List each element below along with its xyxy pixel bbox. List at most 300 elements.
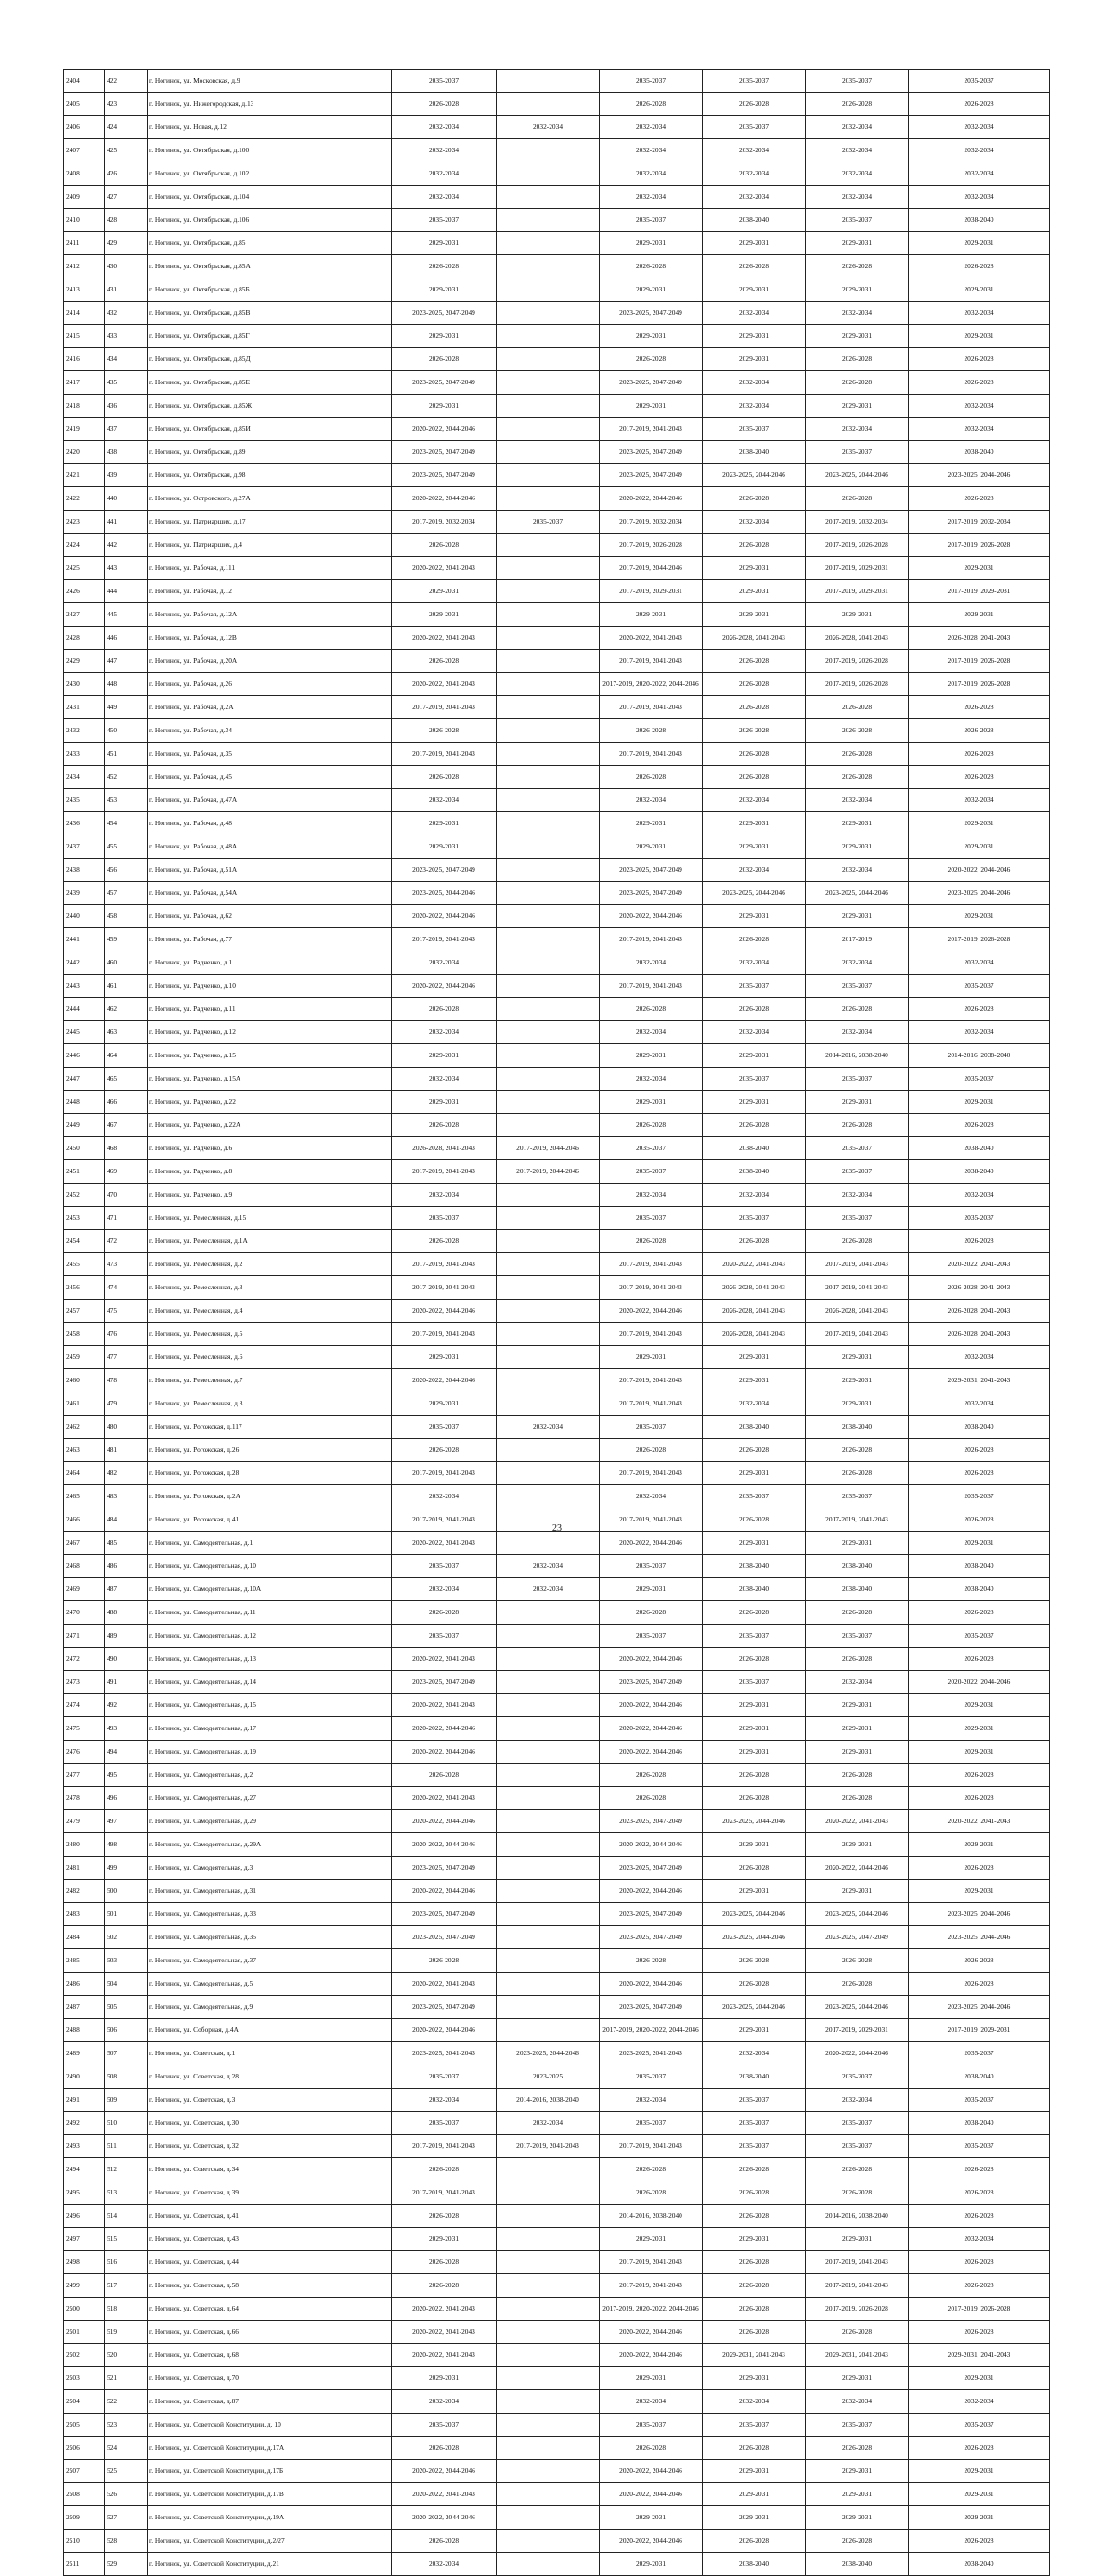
row-number-cell: 2435 bbox=[64, 789, 105, 812]
row-number-cell: 2452 bbox=[64, 1184, 105, 1207]
address-cell: г. Ногинск, ул. Самодеятельная, д.14 bbox=[148, 1671, 392, 1694]
row-number-cell: 2405 bbox=[64, 93, 105, 116]
period-1-cell: 2017-2019, 2041-2043 bbox=[392, 1508, 497, 1532]
period-3-cell: 2029-2031 bbox=[600, 2228, 703, 2251]
row-number-cell: 2496 bbox=[64, 2205, 105, 2228]
period-1-cell: 2023-2025, 2047-2049 bbox=[392, 302, 497, 325]
address-cell: г. Ногинск, ул. Самодеятельная, д.10А bbox=[148, 1578, 392, 1601]
table-row bbox=[64, 93, 1050, 116]
table-row bbox=[64, 116, 1050, 139]
period-3-cell: 2023-2025, 2047-2049 bbox=[600, 302, 703, 325]
item-number-cell: 522 bbox=[105, 2390, 148, 2414]
period-6-cell: 2029-2031 bbox=[909, 905, 1050, 928]
period-5-cell: 2017-2019, 2032-2034 bbox=[806, 511, 909, 534]
period-2-cell bbox=[497, 1369, 600, 1392]
period-1-cell: 2032-2034 bbox=[392, 951, 497, 975]
period-6-cell: 2026-2028 bbox=[909, 696, 1050, 719]
table-row bbox=[64, 1392, 1050, 1416]
address-cell: г. Ногинск, ул. Самодеятельная, д.35 bbox=[148, 1926, 392, 1949]
period-2-cell: 2014-2016, 2038-2040 bbox=[497, 2089, 600, 2112]
item-number-cell: 471 bbox=[105, 1207, 148, 1230]
address-cell: г. Ногинск, ул. Рабочая, д.54А bbox=[148, 882, 392, 905]
period-4-cell: 2026-2028 bbox=[703, 2530, 806, 2553]
period-1-cell: 2032-2034 bbox=[392, 2390, 497, 2414]
period-2-cell bbox=[497, 789, 600, 812]
period-3-cell: 2035-2037 bbox=[600, 1625, 703, 1648]
period-6-cell: 2029-2031 bbox=[909, 1532, 1050, 1555]
item-number-cell: 440 bbox=[105, 487, 148, 511]
period-4-cell: 2029-2031 bbox=[703, 812, 806, 835]
period-4-cell: 2029-2031 bbox=[703, 580, 806, 603]
address-cell: г. Ногинск, ул. Рабочая, д.12А bbox=[148, 603, 392, 627]
table-row bbox=[64, 2251, 1050, 2274]
table-row bbox=[64, 1485, 1050, 1508]
table-body bbox=[64, 70, 1050, 2576]
period-5-cell: 2020-2022, 2044-2046 bbox=[806, 2042, 909, 2065]
period-5-cell: 2032-2034 bbox=[806, 162, 909, 186]
row-number-cell: 2467 bbox=[64, 1532, 105, 1555]
row-number-cell: 2473 bbox=[64, 1671, 105, 1694]
period-4-cell: 2026-2028 bbox=[703, 1787, 806, 1810]
row-number-cell: 2490 bbox=[64, 2065, 105, 2089]
period-4-cell: 2026-2028 bbox=[703, 1648, 806, 1671]
row-number-cell: 2507 bbox=[64, 2460, 105, 2483]
table-row bbox=[64, 1160, 1050, 1184]
period-5-cell: 2017-2019, 2026-2028 bbox=[806, 673, 909, 696]
period-1-cell: 2020-2022, 2041-2043 bbox=[392, 1973, 497, 1996]
period-2-cell bbox=[497, 1717, 600, 1741]
period-2-cell bbox=[497, 2553, 600, 2576]
row-number-cell: 2430 bbox=[64, 673, 105, 696]
period-5-cell: 2038-2040 bbox=[806, 1416, 909, 1439]
item-number-cell: 460 bbox=[105, 951, 148, 975]
period-1-cell: 2035-2037 bbox=[392, 2065, 497, 2089]
table-row bbox=[64, 1276, 1050, 1300]
period-1-cell: 2023-2025, 2044-2046 bbox=[392, 882, 497, 905]
period-5-cell: 2029-2031 bbox=[806, 1346, 909, 1369]
table-row bbox=[64, 418, 1050, 441]
period-6-cell: 2017-2019, 2026-2028 bbox=[909, 650, 1050, 673]
row-number-cell: 2483 bbox=[64, 1903, 105, 1926]
address-cell: г. Ногинск, ул. Рабочая, д.111 bbox=[148, 557, 392, 580]
period-1-cell: 2017-2019, 2041-2043 bbox=[392, 743, 497, 766]
period-6-cell: 2026-2028 bbox=[909, 743, 1050, 766]
period-1-cell: 2020-2022, 2044-2046 bbox=[392, 1741, 497, 1764]
period-6-cell: 2026-2028 bbox=[909, 487, 1050, 511]
period-4-cell: 2038-2040 bbox=[703, 1137, 806, 1160]
period-3-cell: 2017-2019, 2041-2043 bbox=[600, 2251, 703, 2274]
address-cell: г. Ногинск, ул. Рабочая, д.20А bbox=[148, 650, 392, 673]
item-number-cell: 444 bbox=[105, 580, 148, 603]
row-number-cell: 2466 bbox=[64, 1508, 105, 1532]
period-6-cell: 2026-2028 bbox=[909, 1648, 1050, 1671]
period-4-cell: 2029-2031 bbox=[703, 905, 806, 928]
period-3-cell: 2020-2022, 2044-2046 bbox=[600, 905, 703, 928]
period-3-cell: 2032-2034 bbox=[600, 1184, 703, 1207]
period-3-cell: 2017-2019, 2041-2043 bbox=[600, 2274, 703, 2298]
period-4-cell: 2029-2031 bbox=[703, 1694, 806, 1717]
period-5-cell: 2029-2031 bbox=[806, 603, 909, 627]
address-cell: г. Ногинск, ул. Ремесленная, д.2 bbox=[148, 1253, 392, 1276]
row-number-cell: 2491 bbox=[64, 2089, 105, 2112]
period-2-cell bbox=[497, 1276, 600, 1300]
period-3-cell: 2023-2025, 2047-2049 bbox=[600, 1903, 703, 1926]
period-4-cell: 2026-2028 bbox=[703, 743, 806, 766]
period-6-cell: 2026-2028 bbox=[909, 1114, 1050, 1137]
period-3-cell: 2020-2022, 2044-2046 bbox=[600, 1532, 703, 1555]
period-1-cell: 2032-2034 bbox=[392, 1485, 497, 1508]
period-5-cell: 2029-2031 bbox=[806, 278, 909, 302]
table-row bbox=[64, 1578, 1050, 1601]
period-4-cell: 2032-2034 bbox=[703, 951, 806, 975]
period-5-cell: 2029-2031 bbox=[806, 1392, 909, 1416]
period-5-cell: 2026-2028 bbox=[806, 2437, 909, 2460]
period-2-cell bbox=[497, 93, 600, 116]
address-cell: г. Ногинск, ул. Рабочая, д.51А bbox=[148, 859, 392, 882]
row-number-cell: 2506 bbox=[64, 2437, 105, 2460]
period-6-cell: 2020-2022, 2044-2046 bbox=[909, 859, 1050, 882]
period-2-cell bbox=[497, 325, 600, 348]
table-row bbox=[64, 162, 1050, 186]
period-2-cell bbox=[497, 1021, 600, 1044]
item-number-cell: 483 bbox=[105, 1485, 148, 1508]
table-row bbox=[64, 1857, 1050, 1880]
period-4-cell: 2029-2031 bbox=[703, 1880, 806, 1903]
period-2-cell bbox=[497, 882, 600, 905]
period-3-cell: 2026-2028 bbox=[600, 1764, 703, 1787]
period-6-cell: 2026-2028 bbox=[909, 2321, 1050, 2344]
item-number-cell: 426 bbox=[105, 162, 148, 186]
period-5-cell: 2014-2016, 2038-2040 bbox=[806, 1044, 909, 1068]
period-2-cell bbox=[497, 1091, 600, 1114]
period-6-cell: 2029-2031 bbox=[909, 2367, 1050, 2390]
item-number-cell: 481 bbox=[105, 1439, 148, 1462]
table-row bbox=[64, 1091, 1050, 1114]
period-3-cell: 2020-2022, 2044-2046 bbox=[600, 1694, 703, 1717]
address-cell: г. Ногинск, ул. Самодеятельная, д.29А bbox=[148, 1833, 392, 1857]
item-number-cell: 449 bbox=[105, 696, 148, 719]
address-cell: г. Ногинск, ул. Октябрьская, д.106 bbox=[148, 209, 392, 232]
period-1-cell: 2026-2028 bbox=[392, 93, 497, 116]
item-number-cell: 515 bbox=[105, 2228, 148, 2251]
address-cell: г. Ногинск, ул. Рогожская, д.26 bbox=[148, 1439, 392, 1462]
period-4-cell: 2032-2034 bbox=[703, 139, 806, 162]
period-1-cell: 2029-2031 bbox=[392, 325, 497, 348]
period-5-cell: 2032-2034 bbox=[806, 302, 909, 325]
address-cell: г. Ногинск, ул. Октябрьская, д.85Б bbox=[148, 278, 392, 302]
period-4-cell: 2029-2031 bbox=[703, 1717, 806, 1741]
period-5-cell: 2026-2028 bbox=[806, 348, 909, 371]
period-3-cell: 2032-2034 bbox=[600, 951, 703, 975]
address-cell: г. Ногинск, ул. Радченко, д.15А bbox=[148, 1068, 392, 1091]
period-3-cell: 2026-2028 bbox=[600, 1601, 703, 1625]
period-4-cell: 2032-2034 bbox=[703, 789, 806, 812]
period-4-cell: 2038-2040 bbox=[703, 209, 806, 232]
period-3-cell: 2020-2022, 2044-2046 bbox=[600, 1741, 703, 1764]
period-4-cell: 2023-2025, 2044-2046 bbox=[703, 1810, 806, 1833]
table-row bbox=[64, 1880, 1050, 1903]
period-6-cell: 2032-2034 bbox=[909, 186, 1050, 209]
period-6-cell: 2026-2028 bbox=[909, 2205, 1050, 2228]
period-6-cell: 2029-2031 bbox=[909, 325, 1050, 348]
address-cell: г. Ногинск, ул. Самодеятельная, д.3 bbox=[148, 1857, 392, 1880]
period-4-cell: 2023-2025, 2044-2046 bbox=[703, 1926, 806, 1949]
period-3-cell: 2029-2031 bbox=[600, 2367, 703, 2390]
period-2-cell: 2032-2034 bbox=[497, 2112, 600, 2135]
table-row bbox=[64, 2158, 1050, 2181]
period-1-cell: 2023-2025, 2047-2049 bbox=[392, 1903, 497, 1926]
period-2-cell bbox=[497, 650, 600, 673]
item-number-cell: 529 bbox=[105, 2553, 148, 2576]
row-number-cell: 2447 bbox=[64, 1068, 105, 1091]
period-6-cell: 2026-2028, 2041-2043 bbox=[909, 1300, 1050, 1323]
period-2-cell bbox=[497, 2390, 600, 2414]
address-cell: г. Ногинск, ул. Советская, д.58 bbox=[148, 2274, 392, 2298]
period-2-cell bbox=[497, 1973, 600, 1996]
period-6-cell: 2038-2040 bbox=[909, 209, 1050, 232]
address-cell: г. Ногинск, ул. Советская, д.70 bbox=[148, 2367, 392, 2390]
row-number-cell: 2472 bbox=[64, 1648, 105, 1671]
period-6-cell: 2026-2028 bbox=[909, 1857, 1050, 1880]
item-number-cell: 497 bbox=[105, 1810, 148, 1833]
table-row bbox=[64, 325, 1050, 348]
period-3-cell: 2023-2025, 2041-2043 bbox=[600, 2042, 703, 2065]
period-3-cell: 2023-2025, 2047-2049 bbox=[600, 371, 703, 395]
item-number-cell: 448 bbox=[105, 673, 148, 696]
period-2-cell bbox=[497, 1949, 600, 1973]
period-5-cell: 2026-2028 bbox=[806, 1973, 909, 1996]
table-row bbox=[64, 1416, 1050, 1439]
item-number-cell: 470 bbox=[105, 1184, 148, 1207]
period-6-cell: 2020-2022, 2041-2043 bbox=[909, 1253, 1050, 1276]
table-row bbox=[64, 2390, 1050, 2414]
period-3-cell: 2020-2022, 2044-2046 bbox=[600, 2460, 703, 2483]
period-4-cell: 2035-2037 bbox=[703, 418, 806, 441]
period-4-cell: 2026-2028 bbox=[703, 1857, 806, 1880]
period-5-cell: 2026-2028 bbox=[806, 255, 909, 278]
period-3-cell: 2035-2037 bbox=[600, 2112, 703, 2135]
period-5-cell: 2029-2031 bbox=[806, 1717, 909, 1741]
table-row bbox=[64, 2135, 1050, 2158]
table-row bbox=[64, 1346, 1050, 1369]
period-4-cell: 2026-2028 bbox=[703, 650, 806, 673]
item-number-cell: 491 bbox=[105, 1671, 148, 1694]
period-5-cell: 2026-2028 bbox=[806, 1114, 909, 1137]
period-3-cell: 2026-2028 bbox=[600, 1114, 703, 1137]
table-row bbox=[64, 1973, 1050, 1996]
period-5-cell: 2029-2031 bbox=[806, 325, 909, 348]
period-5-cell: 2029-2031 bbox=[806, 2460, 909, 2483]
period-4-cell: 2026-2028 bbox=[703, 719, 806, 743]
row-number-cell: 2511 bbox=[64, 2553, 105, 2576]
period-5-cell: 2017-2019, 2041-2043 bbox=[806, 1253, 909, 1276]
period-2-cell bbox=[497, 743, 600, 766]
period-2-cell bbox=[497, 2274, 600, 2298]
period-1-cell: 2023-2025, 2047-2049 bbox=[392, 1671, 497, 1694]
period-4-cell: 2023-2025, 2044-2046 bbox=[703, 1996, 806, 2019]
period-3-cell: 2017-2019, 2041-2043 bbox=[600, 928, 703, 951]
period-4-cell: 2029-2031 bbox=[703, 232, 806, 255]
period-5-cell: 2017-2019, 2029-2031 bbox=[806, 557, 909, 580]
period-5-cell: 2035-2037 bbox=[806, 1137, 909, 1160]
period-2-cell bbox=[497, 2344, 600, 2367]
period-2-cell bbox=[497, 1764, 600, 1787]
address-cell: г. Ногинск, ул. Самодеятельная, д.13 bbox=[148, 1648, 392, 1671]
address-cell: г. Ногинск, ул. Радченко, д.11 bbox=[148, 998, 392, 1021]
row-number-cell: 2453 bbox=[64, 1207, 105, 1230]
table-row bbox=[64, 951, 1050, 975]
period-2-cell bbox=[497, 1926, 600, 1949]
period-2-cell bbox=[497, 139, 600, 162]
table-row bbox=[64, 998, 1050, 1021]
period-6-cell: 2029-2031 bbox=[909, 1694, 1050, 1717]
item-number-cell: 468 bbox=[105, 1137, 148, 1160]
period-4-cell: 2026-2028 bbox=[703, 1764, 806, 1787]
table-row bbox=[64, 1741, 1050, 1764]
period-3-cell: 2032-2034 bbox=[600, 186, 703, 209]
period-4-cell: 2032-2034 bbox=[703, 302, 806, 325]
address-cell: г. Ногинск, ул. Советская, д.66 bbox=[148, 2321, 392, 2344]
row-number-cell: 2485 bbox=[64, 1949, 105, 1973]
period-2-cell bbox=[497, 719, 600, 743]
table-row bbox=[64, 580, 1050, 603]
period-6-cell: 2029-2031, 2041-2043 bbox=[909, 1369, 1050, 1392]
item-number-cell: 489 bbox=[105, 1625, 148, 1648]
row-number-cell: 2442 bbox=[64, 951, 105, 975]
period-3-cell: 2017-2019, 2032-2034 bbox=[600, 511, 703, 534]
item-number-cell: 482 bbox=[105, 1462, 148, 1485]
period-6-cell: 2026-2028 bbox=[909, 1973, 1050, 1996]
period-5-cell: 2026-2028, 2041-2043 bbox=[806, 627, 909, 650]
period-2-cell bbox=[497, 1601, 600, 1625]
period-5-cell: 2032-2034 bbox=[806, 1671, 909, 1694]
period-6-cell: 2023-2025, 2044-2046 bbox=[909, 1996, 1050, 2019]
row-number-cell: 2468 bbox=[64, 1555, 105, 1578]
period-5-cell: 2029-2031 bbox=[806, 1741, 909, 1764]
table-row bbox=[64, 2483, 1050, 2506]
address-cell: г. Ногинск, ул. Патриарших, д.4 bbox=[148, 534, 392, 557]
period-3-cell: 2029-2031 bbox=[600, 1346, 703, 1369]
row-number-cell: 2434 bbox=[64, 766, 105, 789]
period-2-cell bbox=[497, 1810, 600, 1833]
row-number-cell: 2440 bbox=[64, 905, 105, 928]
item-number-cell: 446 bbox=[105, 627, 148, 650]
row-number-cell: 2480 bbox=[64, 1833, 105, 1857]
table-row bbox=[64, 1671, 1050, 1694]
address-cell: г. Ногинск, ул. Рабочая, д.35 bbox=[148, 743, 392, 766]
item-number-cell: 467 bbox=[105, 1114, 148, 1137]
table-row bbox=[64, 1648, 1050, 1671]
row-number-cell: 2411 bbox=[64, 232, 105, 255]
period-2-cell bbox=[497, 186, 600, 209]
period-1-cell: 2032-2034 bbox=[392, 162, 497, 186]
address-cell: г. Ногинск, ул. Советская, д.87 bbox=[148, 2390, 392, 2414]
period-4-cell: 2026-2028 bbox=[703, 487, 806, 511]
period-1-cell: 2035-2037 bbox=[392, 2414, 497, 2437]
row-number-cell: 2438 bbox=[64, 859, 105, 882]
row-number-cell: 2418 bbox=[64, 395, 105, 418]
period-5-cell: 2026-2028 bbox=[806, 2181, 909, 2205]
period-5-cell: 2017-2019, 2029-2031 bbox=[806, 2019, 909, 2042]
address-cell: г. Ногинск, ул. Самодеятельная, д.17 bbox=[148, 1717, 392, 1741]
period-2-cell bbox=[497, 1694, 600, 1717]
period-1-cell: 2020-2022, 2044-2046 bbox=[392, 1300, 497, 1323]
period-6-cell: 2026-2028 bbox=[909, 2530, 1050, 2553]
table-row bbox=[64, 1230, 1050, 1253]
address-cell: г. Ногинск, ул. Рабочая, д.45 bbox=[148, 766, 392, 789]
period-6-cell: 2035-2037 bbox=[909, 2414, 1050, 2437]
row-number-cell: 2426 bbox=[64, 580, 105, 603]
table-row bbox=[64, 2367, 1050, 2390]
period-6-cell: 2026-2028 bbox=[909, 2251, 1050, 2274]
item-number-cell: 504 bbox=[105, 1973, 148, 1996]
table-row bbox=[64, 232, 1050, 255]
address-cell: г. Ногинск, ул. Октябрьская, д.85Д bbox=[148, 348, 392, 371]
period-6-cell: 2035-2037 bbox=[909, 1625, 1050, 1648]
row-number-cell: 2461 bbox=[64, 1392, 105, 1416]
address-cell: г. Ногинск, ул. Самодеятельная, д.33 bbox=[148, 1903, 392, 1926]
period-2-cell: 2017-2019, 2044-2046 bbox=[497, 1160, 600, 1184]
period-1-cell: 2032-2034 bbox=[392, 139, 497, 162]
period-1-cell: 2035-2037 bbox=[392, 70, 497, 93]
address-cell: г. Ногинск, ул. Рогожская, д.2А bbox=[148, 1485, 392, 1508]
period-3-cell: 2023-2025, 2047-2049 bbox=[600, 1926, 703, 1949]
address-cell: г. Ногинск, ул. Рабочая, д.48А bbox=[148, 835, 392, 859]
table-row bbox=[64, 1462, 1050, 1485]
row-number-cell: 2404 bbox=[64, 70, 105, 93]
period-5-cell: 2026-2028 bbox=[806, 766, 909, 789]
item-number-cell: 527 bbox=[105, 2506, 148, 2530]
period-6-cell: 2026-2028 bbox=[909, 1439, 1050, 1462]
period-6-cell: 2026-2028 bbox=[909, 348, 1050, 371]
row-number-cell: 2431 bbox=[64, 696, 105, 719]
period-1-cell: 2020-2022, 2044-2046 bbox=[392, 1880, 497, 1903]
item-number-cell: 427 bbox=[105, 186, 148, 209]
address-cell: г. Ногинск, ул. Рабочая, д.34 bbox=[148, 719, 392, 743]
row-number-cell: 2495 bbox=[64, 2181, 105, 2205]
period-3-cell: 2026-2028 bbox=[600, 766, 703, 789]
period-3-cell: 2017-2019, 2041-2043 bbox=[600, 2135, 703, 2158]
period-1-cell: 2017-2019, 2041-2043 bbox=[392, 1462, 497, 1485]
period-5-cell: 2026-2028 bbox=[806, 1764, 909, 1787]
period-2-cell bbox=[497, 418, 600, 441]
item-number-cell: 484 bbox=[105, 1508, 148, 1532]
period-4-cell: 2035-2037 bbox=[703, 2112, 806, 2135]
item-number-cell: 524 bbox=[105, 2437, 148, 2460]
row-number-cell: 2432 bbox=[64, 719, 105, 743]
period-6-cell: 2029-2031 bbox=[909, 1741, 1050, 1764]
address-cell: г. Ногинск, ул. Октябрьская, д.85Е bbox=[148, 371, 392, 395]
period-1-cell: 2020-2022, 2041-2043 bbox=[392, 2483, 497, 2506]
table-row bbox=[64, 2530, 1050, 2553]
period-1-cell: 2020-2022, 2041-2043 bbox=[392, 673, 497, 696]
item-number-cell: 464 bbox=[105, 1044, 148, 1068]
period-4-cell: 2038-2040 bbox=[703, 2553, 806, 2576]
period-1-cell: 2026-2028 bbox=[392, 2205, 497, 2228]
period-1-cell: 2026-2028, 2041-2043 bbox=[392, 1137, 497, 1160]
item-number-cell: 445 bbox=[105, 603, 148, 627]
period-2-cell bbox=[497, 859, 600, 882]
period-1-cell: 2029-2031 bbox=[392, 1044, 497, 1068]
table-row bbox=[64, 766, 1050, 789]
table-row bbox=[64, 511, 1050, 534]
period-6-cell: 2029-2031 bbox=[909, 232, 1050, 255]
period-5-cell: 2032-2034 bbox=[806, 2089, 909, 2112]
row-number-cell: 2463 bbox=[64, 1439, 105, 1462]
period-1-cell: 2026-2028 bbox=[392, 2530, 497, 2553]
row-number-cell: 2407 bbox=[64, 139, 105, 162]
period-3-cell: 2017-2019, 2020-2022, 2044-2046 bbox=[600, 2019, 703, 2042]
